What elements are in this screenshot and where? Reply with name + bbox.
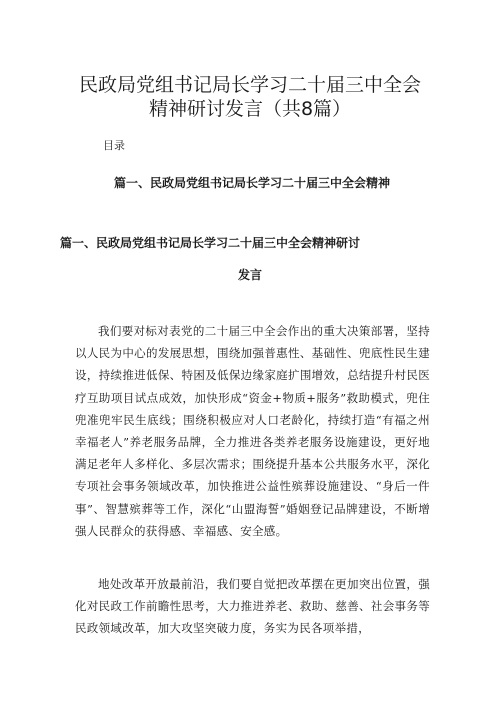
toc-label: 目录 [103,139,125,152]
toc-item: 篇一、民政局党组书记局长学习二十届三中全会精神 [113,176,390,190]
body-paragraph: 我们要对标对表党的二十届三中全会作出的重大决策部署，坚持以人民为中心的发展思想，围绕加强普惠性、基础性、兜底性民生建设，持续推进低保、特困及低保边缘家庭扩围增效，总结提升村民医疗互助项目试点成效，加快形成“资金+物质+服务”救助模式，兜住兜准兜牢民生底线；围绕积极应对人口老龄化，持续打造“有福之州幸福老人”养老服务品牌，全力推进各类养老服务设施建设，更好地满足老年人多样化、多层次需求；围绕提升基本公共服务水平，深化专项社会事务领域改革，加快推进公益性殡葬设施建设、“身后一件事”、智慧殡葬等工作，深化“山盟海誓”婚姻登记品牌建设，不断增强人民群众的获得感、幸福感、安全感。 [75,324,430,538]
body-paragraph: 地处改革开放最前沿，我们要自觉把改革摆在更加突出位置，强化对民政工作前瞻性思考，大力推进养老、救助、慈善、社会事务等民政领域改革，加大攻坚突破力度，务实为民各项举措， [75,577,430,636]
section-heading-line-2: 发言 [237,268,262,282]
document-title-line-1: 民政局党组书记局长学习二十届三中全会 [78,74,421,96]
section-heading-line-1: 篇一、民政局党组书记局长学习二十届三中全会精神研讨 [60,236,361,250]
document-title-line-2: 精神研讨发言（共8篇） [148,98,352,120]
